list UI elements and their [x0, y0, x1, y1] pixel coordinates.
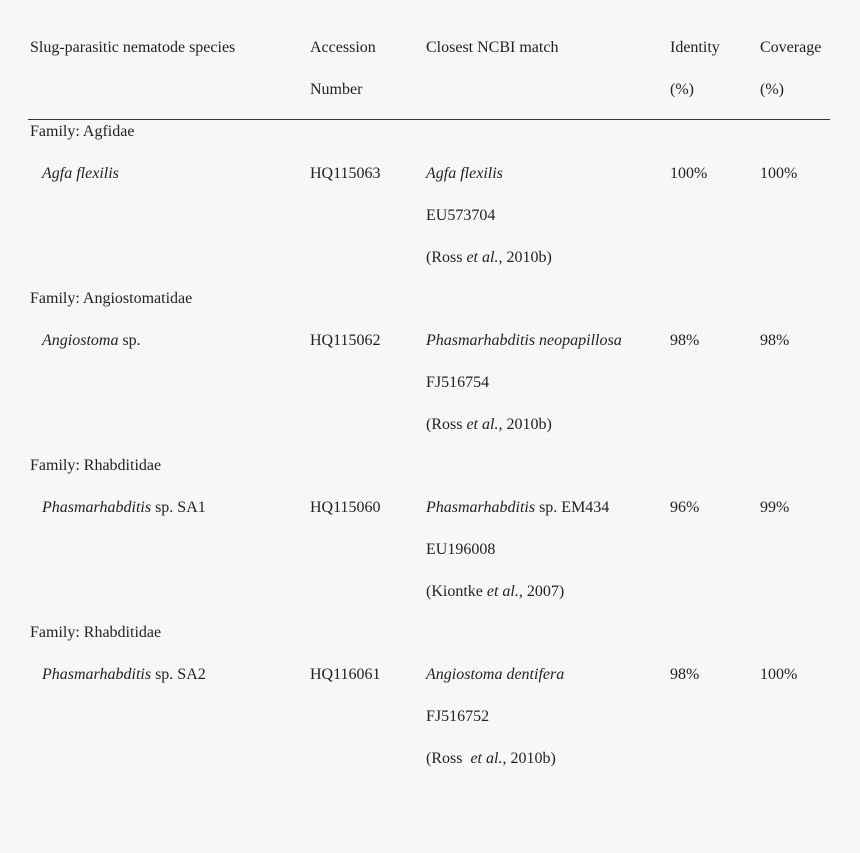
header-identity-unit: (%) [670, 81, 694, 98]
identity-value: 100% [670, 165, 708, 182]
family-label: Family: Agfidae [30, 123, 135, 140]
accession-number: HQ115062 [310, 332, 381, 349]
ncbi-match-accession: EU573704 [426, 207, 496, 224]
header-ncbi-match: Closest NCBI match [426, 39, 559, 56]
ncbi-match-reference: (Kiontke et al., 2007) [426, 583, 565, 600]
ncbi-match-reference: (Ross et al., 2010b) [426, 249, 552, 266]
ncbi-match-accession: EU196008 [426, 541, 496, 558]
accession-number: HQ116061 [310, 666, 381, 683]
accession-number: HQ115060 [310, 499, 381, 516]
header-rule [28, 119, 830, 120]
coverage-value: 98% [760, 332, 790, 349]
family-label: Family: Angiostomatidae [30, 290, 193, 307]
species-name: Agfa flexilis [42, 165, 119, 182]
ncbi-match-accession: FJ516752 [426, 708, 490, 725]
ncbi-match-accession: FJ516754 [426, 374, 490, 391]
coverage-value: 100% [760, 666, 798, 683]
identity-value: 98% [670, 332, 700, 349]
ncbi-match-reference: (Ross et al., 2010b) [426, 750, 556, 767]
coverage-value: 99% [760, 499, 790, 516]
header-coverage-unit: (%) [760, 81, 784, 98]
species-name: Phasmarhabditis sp. SA2 [42, 666, 206, 683]
ncbi-match-reference: (Ross et al., 2010b) [426, 416, 552, 433]
ncbi-match-name: Agfa flexilis [426, 165, 503, 182]
ncbi-match-name: Angiostoma dentifera [426, 666, 565, 683]
ncbi-match-name: Phasmarhabditis sp. EM434 [426, 499, 610, 516]
species-name: Phasmarhabditis sp. SA1 [42, 499, 206, 516]
coverage-value: 100% [760, 165, 798, 182]
identity-value: 96% [670, 499, 700, 516]
accession-number: HQ115063 [310, 165, 381, 182]
header-accession: Accession [310, 39, 376, 56]
header-identity: Identity [670, 39, 720, 56]
family-label: Family: Rhabditidae [30, 624, 162, 641]
ncbi-match-name: Phasmarhabditis neopapillosa [426, 332, 622, 349]
header-accession-line2: Number [310, 81, 363, 98]
header-coverage: Coverage [760, 39, 822, 56]
family-label: Family: Rhabditidae [30, 457, 162, 474]
species-name: Angiostoma sp. [42, 332, 141, 349]
identity-value: 98% [670, 666, 700, 683]
header-species: Slug-parasitic nematode species [30, 39, 236, 56]
